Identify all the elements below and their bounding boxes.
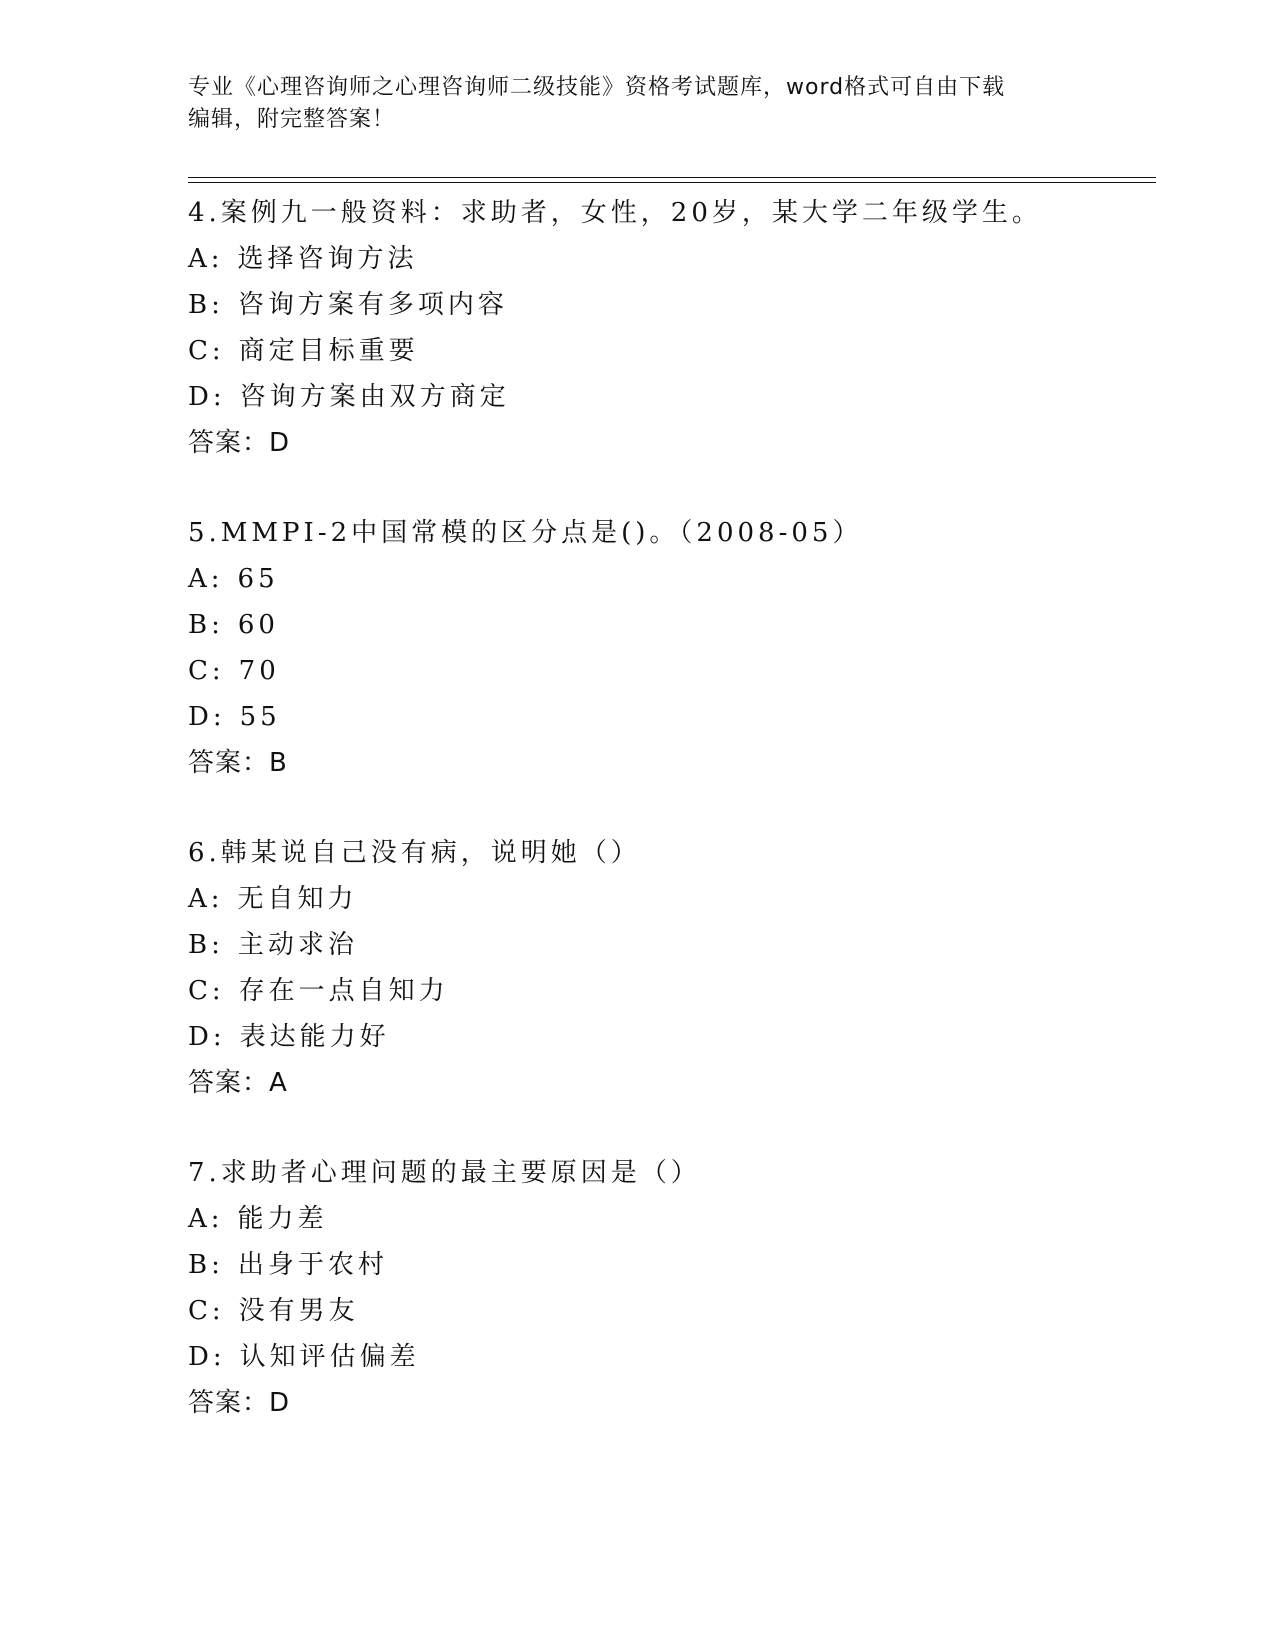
option-key: A:	[188, 884, 224, 914]
option-text: 选择咨询方法	[237, 244, 418, 274]
option-a	[188, 556, 1148, 602]
question-6	[188, 830, 1148, 1106]
option-key: A:	[188, 564, 224, 594]
answer-line: 答案：B	[188, 748, 288, 778]
option-c	[188, 968, 1148, 1014]
option-b	[188, 602, 1148, 648]
option-text: 55	[239, 702, 281, 732]
option-key: A:	[188, 1204, 224, 1234]
question-stem: 4.案例九一般资料：求助者，女性，20岁，某大学二年级学生。	[188, 198, 1042, 228]
option-key: C:	[188, 1296, 225, 1326]
option-c	[188, 1288, 1148, 1334]
option-b	[188, 282, 1148, 328]
option-text: 70	[238, 656, 280, 686]
question-stem: 5.MMPI-2中国常模的区分点是()。（2008-05）	[188, 518, 863, 548]
answer-line: 答案：A	[188, 1068, 288, 1098]
option-key: C:	[188, 976, 225, 1006]
option-text: 没有男友	[238, 1296, 359, 1326]
header-divider-top	[188, 177, 1156, 178]
option-text: 出身于农村	[237, 1250, 388, 1280]
option-key: C:	[188, 656, 225, 686]
option-a	[188, 1196, 1148, 1242]
option-text: 65	[237, 564, 279, 594]
question-7	[188, 1150, 1148, 1426]
document-header	[188, 72, 1088, 136]
question-stem: 6.韩某说自己没有病，说明她（）	[188, 838, 641, 868]
option-text: 认知评估偏差	[239, 1342, 420, 1372]
option-text: 60	[237, 610, 279, 640]
header-divider-bottom	[188, 182, 1156, 183]
option-b	[188, 1242, 1148, 1288]
answer-line: 答案：D	[188, 1388, 291, 1418]
option-text: 咨询方案有多项内容	[237, 290, 508, 320]
question-5	[188, 510, 1148, 786]
option-text: 主动求治	[237, 930, 358, 960]
option-a	[188, 876, 1148, 922]
option-key: D:	[188, 1022, 226, 1052]
option-key: A:	[188, 244, 224, 274]
option-text: 表达能力好	[239, 1022, 390, 1052]
option-a	[188, 236, 1148, 282]
option-key: D:	[188, 1342, 226, 1372]
option-d	[188, 694, 1148, 740]
option-b	[188, 922, 1148, 968]
option-d	[188, 1014, 1148, 1060]
option-text: 存在一点自知力	[238, 976, 449, 1006]
header-line-1: 专业《心理咨询师之心理咨询师二级技能》资格考试题库，word格式可自由下载	[188, 75, 1006, 100]
question-list	[188, 190, 1148, 1470]
header-line-2: 编辑，附完整答案！	[188, 107, 396, 132]
option-d	[188, 374, 1148, 420]
option-c	[188, 648, 1148, 694]
option-c	[188, 328, 1148, 374]
option-key: B:	[188, 930, 224, 960]
question-stem: 7.求助者心理问题的最主要原因是（）	[188, 1158, 701, 1188]
option-key: B:	[188, 290, 224, 320]
answer-line: 答案：D	[188, 428, 291, 458]
option-key: C:	[188, 336, 225, 366]
option-key: D:	[188, 702, 226, 732]
option-text: 商定目标重要	[238, 336, 419, 366]
option-d	[188, 1334, 1148, 1380]
option-text: 咨询方案由双方商定	[239, 382, 510, 412]
option-text: 能力差	[237, 1204, 328, 1234]
question-4	[188, 190, 1148, 466]
option-key: B:	[188, 1250, 224, 1280]
option-key: D:	[188, 382, 226, 412]
option-key: B:	[188, 610, 224, 640]
option-text: 无自知力	[237, 884, 358, 914]
